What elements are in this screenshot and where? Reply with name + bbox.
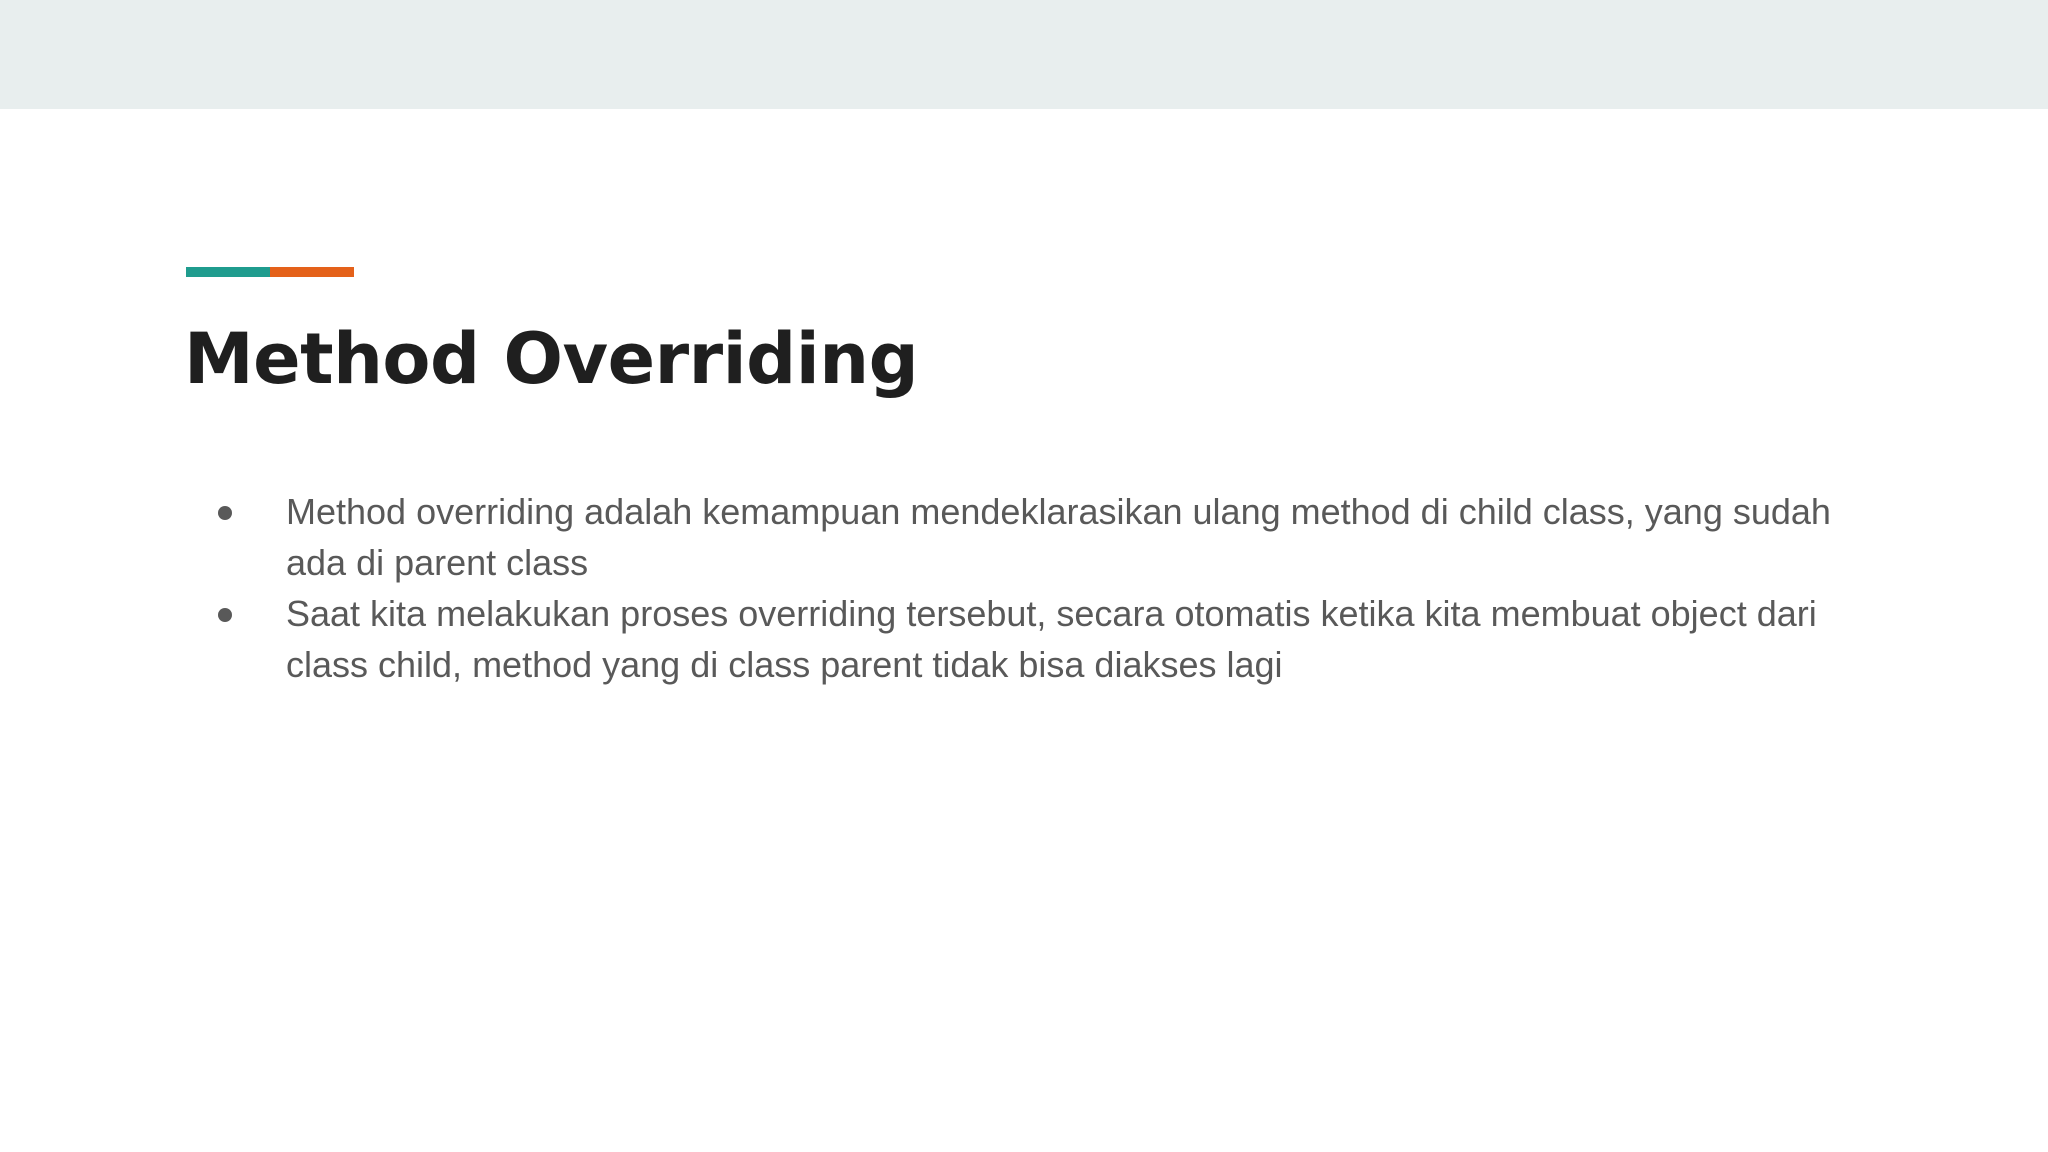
bullet-dot-icon <box>218 506 232 520</box>
bullet-item <box>218 486 1858 588</box>
slide-title: Method Overriding <box>184 318 919 400</box>
bullet-text: Method overriding adalah kemampuan mendeklarasikan ulang method di child class, yang sudah ada di parent class <box>286 491 1831 583</box>
bullet-item <box>218 588 1858 690</box>
header-band <box>0 0 2048 109</box>
bullet-text: Saat kita melakukan proses overriding tersebut, secara otomatis ketika kita membuat object dari class child, method yang di class parent tidak bisa diakses lagi <box>286 593 1817 685</box>
title-accent-orange <box>270 267 354 277</box>
bullet-dot-icon <box>218 608 232 622</box>
bullet-list <box>218 486 1858 690</box>
title-accent-teal <box>186 267 270 277</box>
